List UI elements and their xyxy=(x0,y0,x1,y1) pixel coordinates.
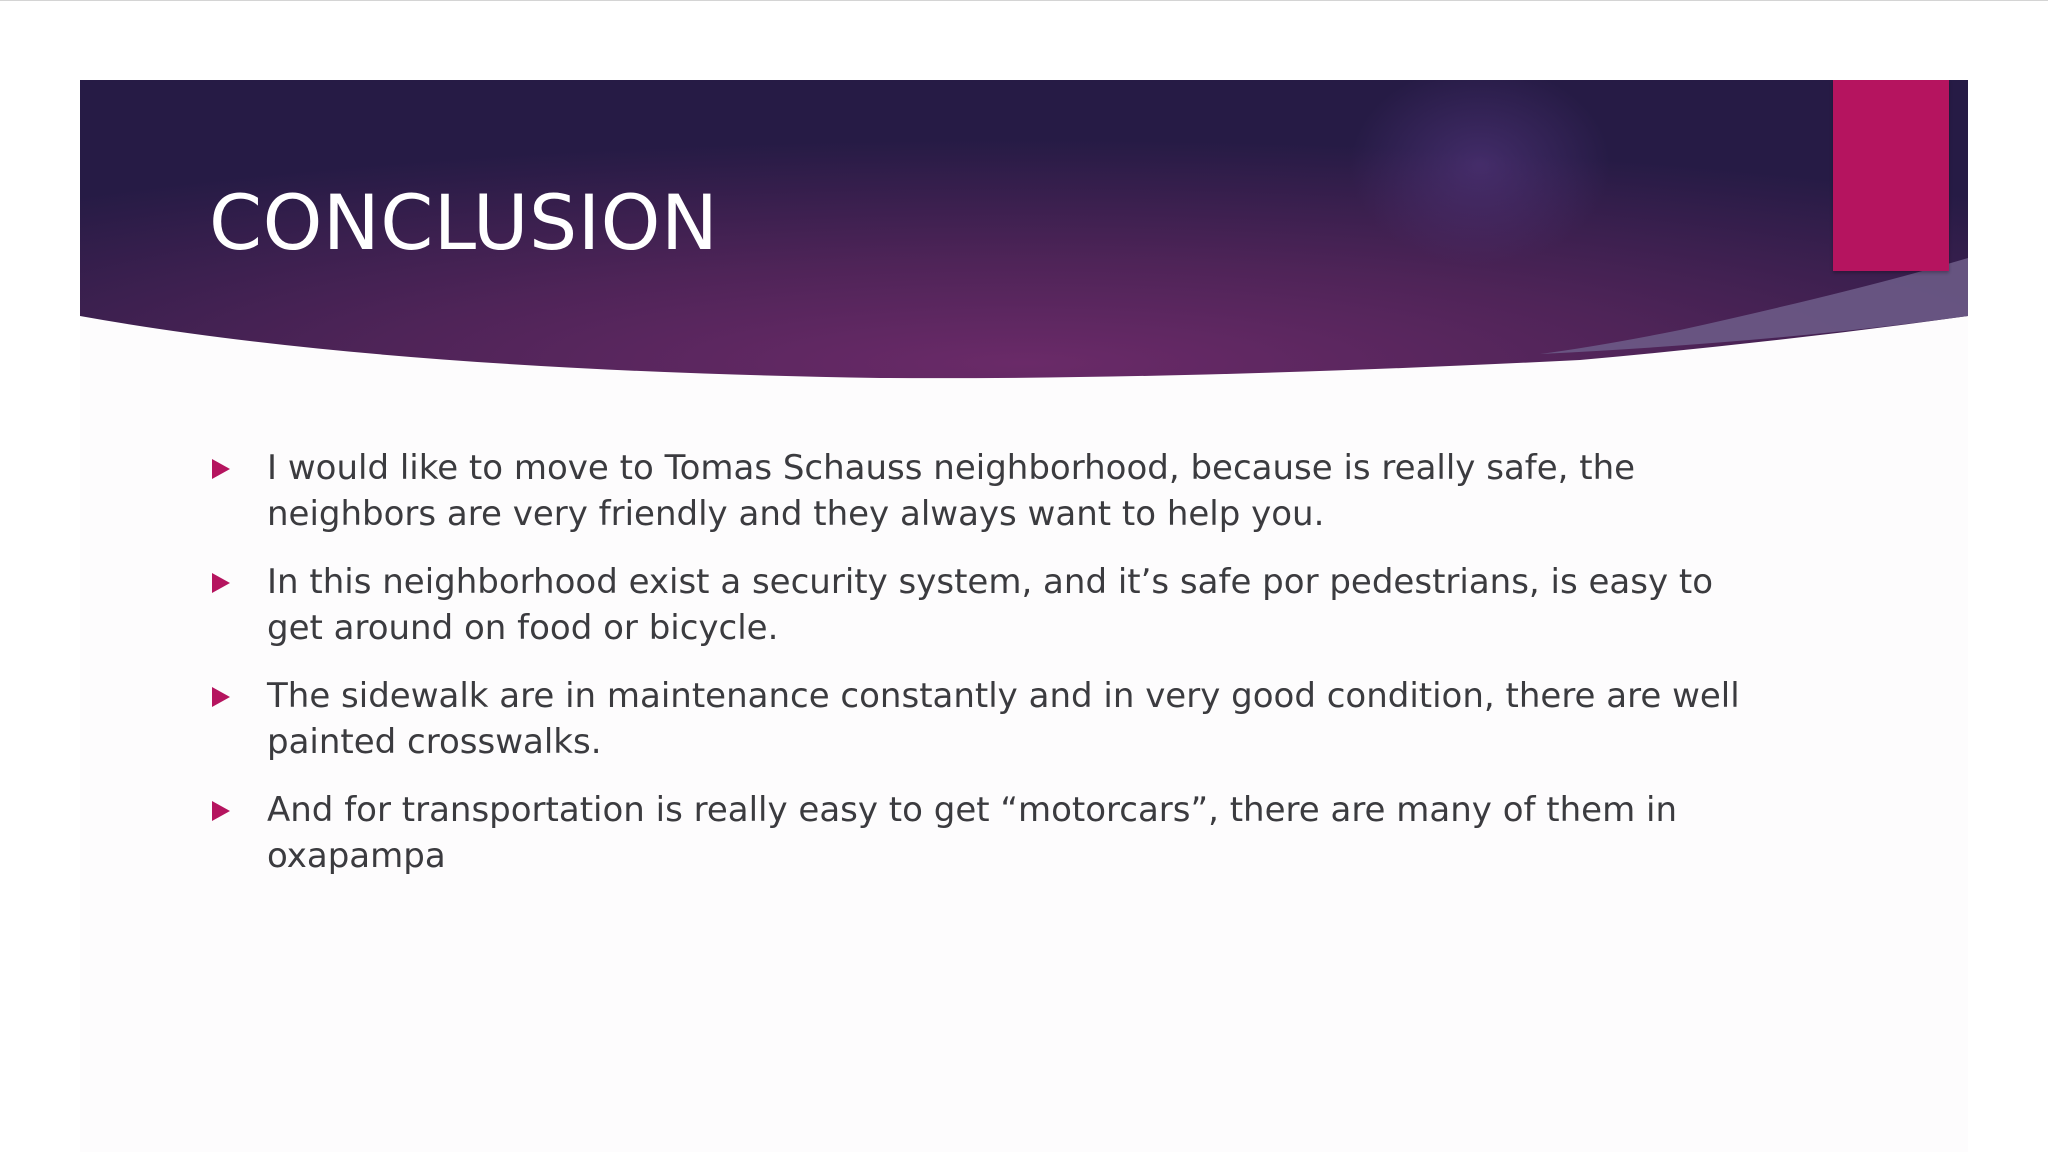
triangle-bullet-icon xyxy=(212,687,230,707)
slide xyxy=(80,80,1968,1152)
bullet-text: And for transportation is really easy to get “motorcars”, there are many of them in oxapampa xyxy=(267,790,1678,876)
bullet-text: The sidewalk are in maintenance constantly and in very good condition, there are well painted crosswalks. xyxy=(267,676,1740,762)
bullet-text: In this neighborhood exist a security system, and it’s safe por pedestrians, is easy to get around on food or bicycle. xyxy=(267,562,1714,648)
bullet-list xyxy=(207,445,1767,901)
slide-title: CONCLUSION xyxy=(209,178,719,267)
accent-tab xyxy=(1833,80,1949,271)
triangle-bullet-icon xyxy=(212,573,230,593)
triangle-bullet-icon xyxy=(212,801,230,821)
bullet-item xyxy=(207,787,1767,879)
bullet-text: I would like to move to Tomas Schauss neighborhood, because is really safe, the neighbors are very friendly and they always want to help you. xyxy=(267,448,1636,534)
bullet-item xyxy=(207,445,1767,537)
bullet-item xyxy=(207,559,1767,651)
triangle-bullet-icon xyxy=(212,459,230,479)
bullet-item xyxy=(207,673,1767,765)
